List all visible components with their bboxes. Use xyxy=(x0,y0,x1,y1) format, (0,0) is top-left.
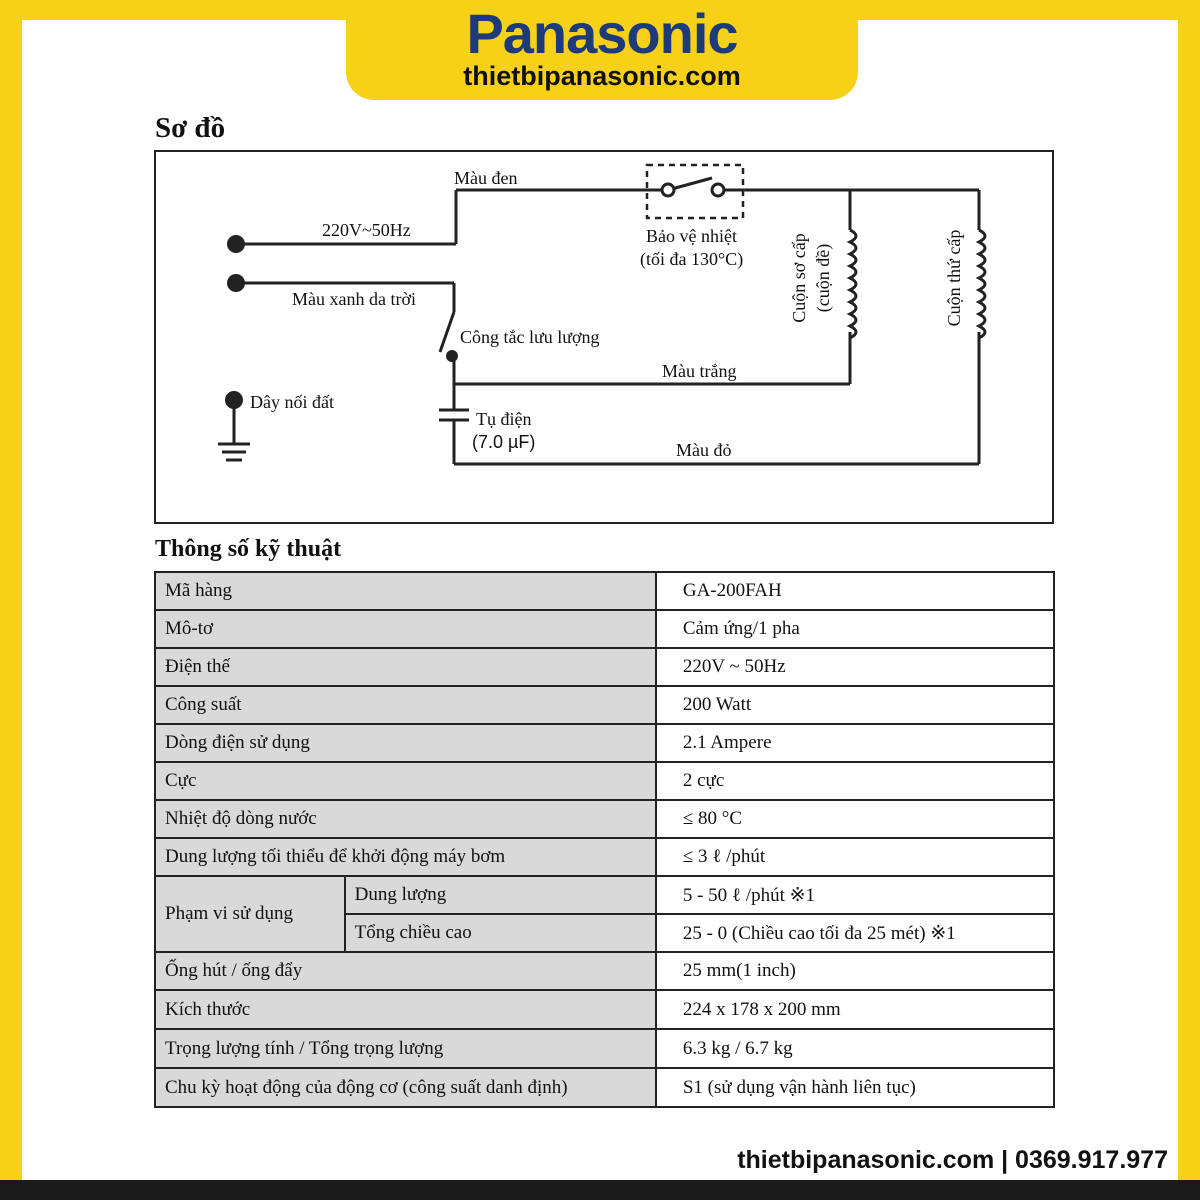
thermal-max-label: (tối đa 130°C) xyxy=(640,249,744,269)
spec-value: ≤ 3 ℓ /phút xyxy=(656,838,1054,876)
spec-value: GA-200FAH xyxy=(656,572,1054,610)
spec-value: 6.3 kg / 6.7 kg xyxy=(656,1029,1054,1068)
spec-key: Công suất xyxy=(155,686,656,724)
spec-value: S1 (sử dụng vận hành liên tục) xyxy=(656,1068,1054,1107)
spec-row xyxy=(155,952,1054,990)
blue-wire-label: Màu xanh da trời xyxy=(292,289,416,309)
wiring-diagram-svg xyxy=(156,152,1056,526)
spec-value: 2.1 Ampere xyxy=(656,724,1054,762)
spec-row xyxy=(155,800,1054,838)
spec-key: Mô-tơ xyxy=(155,610,656,648)
spec-key: Ống hút / ống đẩy xyxy=(155,952,656,990)
ground-wire-label: Dây nối đất xyxy=(250,392,334,412)
spec-subkey: Dung lượng xyxy=(345,876,656,914)
spec-title: Thông số kỹ thuật xyxy=(155,536,342,562)
spec-subkey: Tổng chiều cao xyxy=(345,914,656,952)
spec-row xyxy=(155,648,1054,686)
spec-row xyxy=(155,686,1054,724)
spec-value: 220V ~ 50Hz xyxy=(656,648,1054,686)
diagram-title: Sơ đồ xyxy=(155,112,226,144)
capacitor-value-label: (7.0 µF) xyxy=(472,432,536,452)
spec-key: Dòng điện sử dụng xyxy=(155,724,656,762)
spec-value: 25 mm(1 inch) xyxy=(656,952,1054,990)
spec-row xyxy=(155,838,1054,876)
site-url: thietbipanasonic.com xyxy=(463,61,741,91)
spec-row xyxy=(155,990,1054,1029)
white-wire-label: Màu trắng xyxy=(662,361,737,381)
black-wire-label: Màu đen xyxy=(454,168,518,188)
brand-logo: Panasonic xyxy=(466,2,738,65)
spec-key: Trọng lượng tính / Tổng trọng lượng xyxy=(155,1029,656,1068)
thermal-protector-label: Bảo vệ nhiệt xyxy=(646,226,737,246)
spec-row xyxy=(155,876,1054,914)
spec-value: 224 x 178 x 200 mm xyxy=(656,990,1054,1029)
spec-key: Kích thước xyxy=(155,990,656,1029)
spec-row xyxy=(155,1068,1054,1107)
wiring-diagram xyxy=(154,150,1054,524)
spec-key: Dung lượng tối thiểu để khởi động máy bơm xyxy=(155,838,656,876)
spec-group-key: Phạm vi sử dụng xyxy=(155,876,345,952)
flow-switch-label: Công tắc lưu lượng xyxy=(460,327,600,347)
spec-value: 5 - 50 ℓ /phút ※1 xyxy=(656,876,1054,914)
spec-value: 200 Watt xyxy=(656,686,1054,724)
primary-coil-alt-label: (cuộn đề) xyxy=(813,243,833,313)
supply-voltage-label: 220V~50Hz xyxy=(322,220,411,240)
primary-coil-label: Cuộn sơ cấp xyxy=(789,233,809,323)
spec-value: 25 - 0 (Chiều cao tối đa 25 mét) ※1 xyxy=(656,914,1054,952)
brand-header xyxy=(346,0,858,100)
secondary-coil-label: Cuộn thứ cấp xyxy=(944,229,964,327)
spec-value: Cảm ứng/1 pha xyxy=(656,610,1054,648)
spec-row xyxy=(155,762,1054,800)
spec-table xyxy=(154,571,1055,1108)
spec-key: Chu kỳ hoạt động của động cơ (công suất danh định) xyxy=(155,1068,656,1107)
red-wire-label: Màu đỏ xyxy=(676,440,732,460)
spec-key: Điện thế xyxy=(155,648,656,686)
spec-row xyxy=(155,610,1054,648)
spec-value: ≤ 80 °C xyxy=(656,800,1054,838)
spec-key: Mã hàng xyxy=(155,572,656,610)
footer-contact: thietbipanasonic.com | 0369.917.977 xyxy=(737,1146,1168,1174)
spec-row xyxy=(155,572,1054,610)
spec-key: Cực xyxy=(155,762,656,800)
spec-value: 2 cực xyxy=(656,762,1054,800)
bottom-edge xyxy=(0,1180,1200,1200)
spec-row xyxy=(155,1029,1054,1068)
spec-key: Nhiệt độ dòng nước xyxy=(155,800,656,838)
spec-row xyxy=(155,724,1054,762)
capacitor-label: Tụ điện xyxy=(476,409,532,429)
